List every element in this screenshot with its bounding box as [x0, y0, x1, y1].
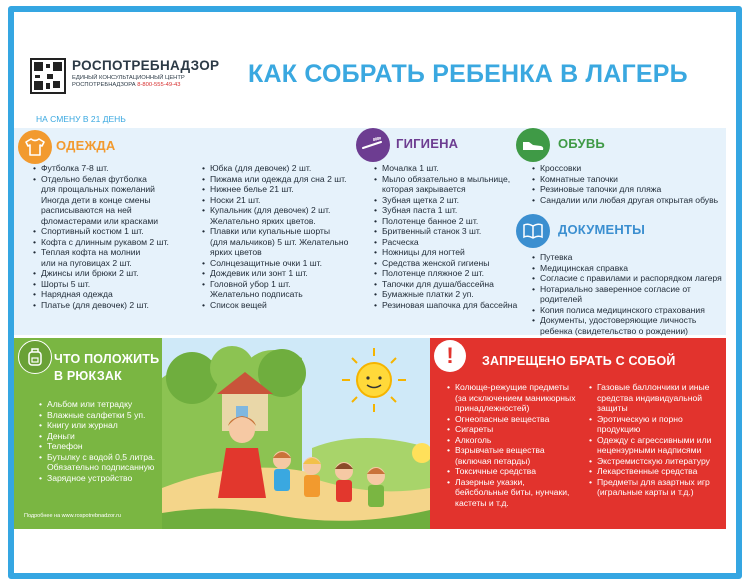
list-item: • Бумажные платки 2 уп. [373, 289, 521, 300]
list-item: • Футболка 7-8 шт. [32, 163, 204, 174]
list-item: • Бутылку с водой 0,5 литра. Обязательно подписанную [38, 452, 166, 473]
list-item: • Купальник (для девочек) 2 шт. Желательно ярких цветов. [201, 205, 359, 226]
list-item: • Полотенце пляжное 2 шт. [373, 268, 521, 279]
list-item: • Шорты 5 шт. [32, 279, 204, 290]
list-item: • Нарядная одежда [32, 289, 204, 300]
list-item: • Сандалии или любая другая открытая обувь [531, 195, 723, 206]
list-item: • Влажные салфетки 5 уп. [38, 410, 166, 421]
list-item: • Джинсы или брюки 2 шт. [32, 268, 204, 279]
list-item: • Юбка (для девочек) 2 шт. [201, 163, 359, 174]
list-item: • Платье (для девочек) 2 шт. [32, 300, 204, 311]
backpack-list [38, 399, 166, 483]
list-item: • Зарядное устройство [38, 473, 166, 484]
shift-caption: НА СМЕНУ В 21 ДЕНЬ [36, 114, 126, 124]
list-item: • Плавки или купальные шорты (для мальчиков) 5 шт. Желательно ярких цветов [201, 226, 359, 258]
list-item: • Ножницы для ногтей [373, 247, 521, 258]
list-item: • Сигареты [446, 424, 590, 435]
list-item: • Колюще-режущие предметы (за исключением маникюрных принадлежностей) [446, 382, 590, 414]
list-item: • Комнатные тапочки [531, 174, 723, 185]
org-name: РОСПОТРЕБНАДЗОР [72, 58, 220, 73]
clothes-list-1 [32, 163, 204, 310]
list-item: • Лазерные указки, бейсбольные биты, нунчаки, кастеты и т.д. [446, 477, 590, 509]
org-sub-line-1: ЕДИНЫЙ КОНСУЛЬТАЦИОННЫЙ ЦЕНТР [72, 75, 185, 81]
backpack-title-line-1: ЧТО ПОЛОЖИТЬ [54, 352, 160, 366]
list-item: • Путевка [531, 252, 725, 263]
list-item: • Отдельно белая футболка для прощальных пожеланий Иногда дети в конце смены расписываются на ней фломастерами или красками [32, 174, 204, 227]
list-item: • Тапочки для душа/бассейна [373, 279, 521, 290]
list-item: • Альбом или тетрадку [38, 399, 166, 410]
documents-list [531, 252, 725, 336]
toothbrush-icon [356, 128, 390, 162]
backpack-title [54, 351, 159, 385]
exclamation-icon: ! [434, 340, 466, 372]
book-icon [516, 214, 550, 248]
list-item: • Предметы для азартных игр (игральные карты и т.д.) [588, 477, 724, 498]
sneaker-icon [516, 128, 550, 162]
hygiene-title: ГИГИЕНА [396, 136, 459, 151]
org-subtitle [72, 75, 219, 89]
hygiene-list [373, 163, 521, 310]
clothes-title: ОДЕЖДА [56, 138, 116, 153]
list-item: • Одежду с агрессивными или нецензурными надписями [588, 435, 724, 456]
shoes-list [531, 163, 723, 205]
org-block [72, 58, 219, 89]
list-item: • Лекарственные средства [588, 466, 724, 477]
list-item: • Экстремистскую литературу [588, 456, 724, 467]
shoes-title: ОБУВЬ [558, 136, 605, 151]
qr-code [30, 58, 66, 94]
forbidden-list-2 [588, 382, 724, 498]
documents-title: ДОКУМЕНТЫ [558, 222, 646, 237]
tshirt-icon [18, 130, 52, 164]
list-item: • Эротическую и порно продукцию [588, 414, 724, 435]
list-item: • Деньги [38, 431, 166, 442]
list-item: • Согласие с правилами и распорядком лагеря [531, 273, 725, 284]
list-item: • Алкоголь [446, 435, 590, 446]
list-item: • Мыло обязательно в мыльнице, которая закрывается [373, 174, 521, 195]
list-item: • Солнцезащитные очки 1 шт. [201, 258, 359, 269]
list-item: • Мочалка 1 шт. [373, 163, 521, 174]
list-item: • Копия полиса медицинского страхования [531, 305, 725, 316]
backpack-icon [18, 340, 52, 374]
list-item: • Медицинская справка [531, 263, 725, 274]
list-item: • Огнеопасные вещества [446, 414, 590, 425]
list-item: • Кофта с длинным рукавом 2 шт. [32, 237, 204, 248]
list-item: • Нотариально заверенное согласие от родителей [531, 284, 725, 305]
backpack-title-line-2: В РЮКЗАК [54, 369, 122, 383]
forbidden-list-1 [446, 382, 590, 508]
list-item: • Телефон [38, 441, 166, 452]
list-item: • Носки 21 шт. [201, 195, 359, 206]
list-item: • Резиновая шапочка для бассейна [373, 300, 521, 311]
forbidden-title: ЗАПРЕЩЕНО БРАТЬ С СОБОЙ [482, 354, 676, 368]
list-item: • Токсичные средства [446, 466, 590, 477]
list-item: • Зубная щетка 2 шт. [373, 195, 521, 206]
list-item: • Бритвенный станок 3 шт. [373, 226, 521, 237]
list-item: • Полотенце банное 2 шт. [373, 216, 521, 227]
list-item: • Нижнее белье 21 шт. [201, 184, 359, 195]
list-item: • Документы, удостоверяющие личность ребенка (свидетельство о рождении) [531, 315, 725, 336]
org-phone: 8-800-555-49-43 [137, 82, 181, 88]
list-item: • Газовые баллончики и иные средства индивидуальной защиты [588, 382, 724, 414]
page-title: КАК СОБРАТЬ РЕБЕНКА В ЛАГЕРЬ [248, 60, 688, 88]
list-item: • Пижама или одежда для сна 2 шт. [201, 174, 359, 185]
list-item: • Кроссовки [531, 163, 723, 174]
list-item: • Спортивный костюм 1 шт. [32, 226, 204, 237]
children-illustration [162, 338, 430, 529]
list-item: • Зубная паста 1 шт. [373, 205, 521, 216]
list-item: • Головной убор 1 шт. Желательно подписать [201, 279, 359, 300]
org-sub-line-2: РОСПОТРЕБНАДЗОРА [72, 82, 136, 88]
more-info-link[interactable]: Подробнее на www.rospotrebnadzor.ru [24, 513, 121, 519]
clothes-list-2 [201, 163, 359, 310]
list-item: • Список вещей [201, 300, 359, 311]
list-item: • Взрывчатые вещества (включая петарды) [446, 445, 590, 466]
list-item: • Книгу или журнал [38, 420, 166, 431]
list-item: • Расческа [373, 237, 521, 248]
list-item: • Резиновые тапочки для пляжа [531, 184, 723, 195]
list-item: • Теплая кофта на молнии или на пуговицах 2 шт. [32, 247, 204, 268]
list-item: • Средства женской гигиены [373, 258, 521, 269]
list-item: • Дождевик или зонт 1 шт. [201, 268, 359, 279]
